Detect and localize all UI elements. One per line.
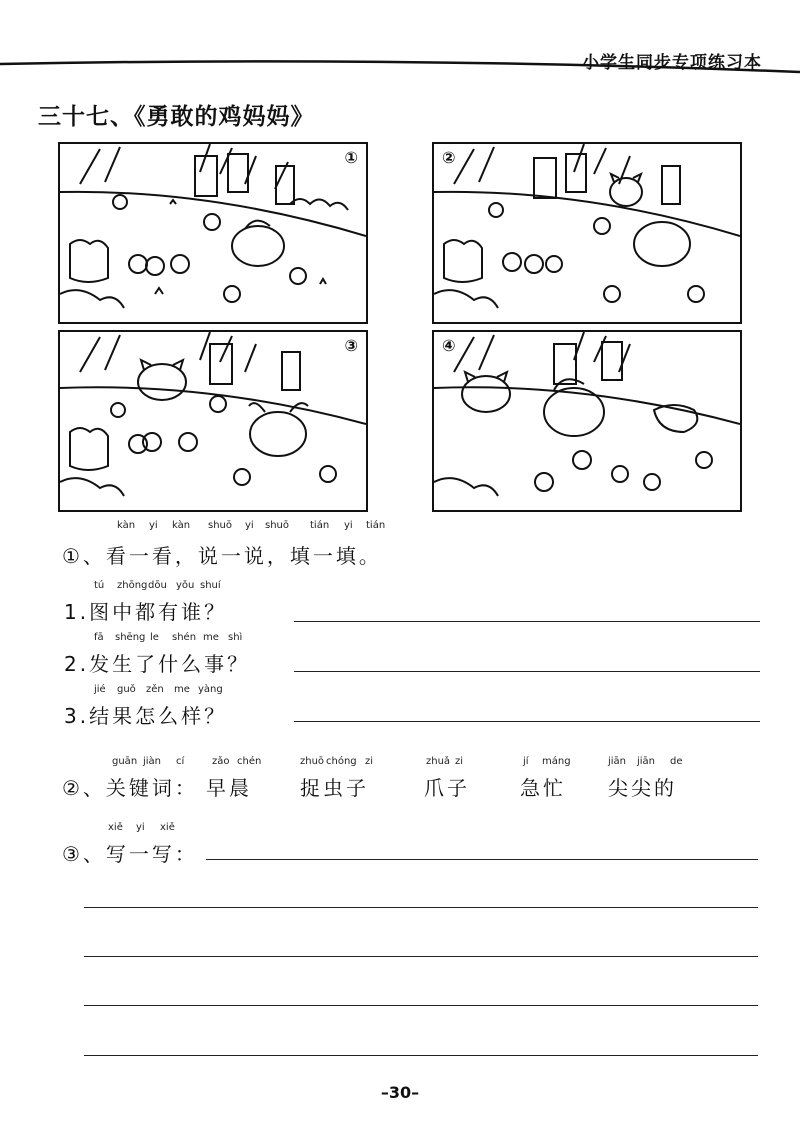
- question2-pinyin: [0, 632, 800, 646]
- keyword-zaochen: 早晨: [206, 776, 252, 800]
- pinyin: yàng: [198, 684, 223, 695]
- pinyin: me: [174, 684, 190, 695]
- pinyin: tú: [94, 580, 105, 591]
- lesson-title: 三十七、《勇敢的鸡妈妈》: [38, 104, 315, 130]
- pinyin: jiān: [608, 756, 627, 767]
- keyword-jianjiande: 尖尖的: [608, 776, 677, 800]
- pinyin: jiān: [637, 756, 656, 767]
- pinyin: kàn: [172, 520, 191, 531]
- question3-text: 3.结果怎么样？: [64, 704, 228, 728]
- workbook-title: 小学生同步专项练习本: [582, 53, 762, 73]
- question2-text: 2.发生了什么事？: [64, 652, 251, 676]
- pinyin: shì: [228, 632, 243, 643]
- picture-panel-3: [58, 330, 368, 512]
- panel-number-1: ①: [344, 148, 358, 167]
- pinyin: zi: [455, 756, 464, 767]
- section2-label: ②、关键词：: [62, 776, 198, 800]
- question3-answer-line[interactable]: [294, 721, 760, 722]
- pinyin: kàn: [117, 520, 136, 531]
- pinyin: yi: [245, 520, 254, 531]
- panel-number-3: ③: [344, 336, 358, 355]
- pinyin: shén: [172, 632, 197, 643]
- hen-chicks-scene-4: [434, 332, 740, 510]
- pinyin: tián: [310, 520, 330, 531]
- writing-line-3[interactable]: [84, 956, 758, 957]
- hen-chicks-scene-3: [60, 332, 366, 510]
- pinyin: me: [203, 632, 219, 643]
- pinyin: xiě: [108, 822, 123, 833]
- keyword-jimang: 急忙: [520, 776, 566, 800]
- pinyin: fā: [94, 632, 104, 643]
- pinyin: chén: [237, 756, 262, 767]
- pinyin: jiàn: [143, 756, 162, 767]
- hen-chicks-scene-1: [60, 144, 366, 322]
- writing-line-5[interactable]: [84, 1055, 758, 1056]
- pinyin: yi: [136, 822, 145, 833]
- question1-pinyin: [0, 580, 800, 594]
- keyword-zhuochongzi: 捉虫子: [300, 776, 369, 800]
- section2-pinyin: [0, 756, 800, 770]
- section3-pinyin: [0, 822, 800, 836]
- pinyin: de: [670, 756, 683, 767]
- pinyin: yi: [149, 520, 158, 531]
- pinyin: máng: [542, 756, 571, 767]
- pinyin: xiě: [160, 822, 175, 833]
- picture-panel-2: [432, 142, 742, 324]
- panel-number-2: ②: [442, 148, 456, 167]
- question3-pinyin: [0, 684, 800, 698]
- pinyin: jié: [94, 684, 106, 695]
- pinyin: zhuō: [300, 756, 325, 767]
- pinyin: guān: [112, 756, 138, 767]
- pinyin: jí: [523, 756, 529, 767]
- page-number: –30–: [380, 1083, 420, 1102]
- question1-text: 1.图中都有谁？: [64, 600, 228, 624]
- header-rule: [0, 52, 800, 76]
- pinyin: shuí: [200, 580, 221, 591]
- pinyin: yǒu: [176, 580, 195, 591]
- pinyin: yi: [344, 520, 353, 531]
- writing-line-1[interactable]: [206, 859, 758, 860]
- pinyin: cí: [176, 756, 185, 767]
- section3-label: ③、写一写：: [62, 842, 198, 866]
- pinyin: zhōng: [117, 580, 148, 591]
- pinyin: dōu: [148, 580, 167, 591]
- hen-chicks-scene-2: [434, 144, 740, 322]
- keyword-zhuazi: 爪子: [424, 776, 470, 800]
- writing-line-2[interactable]: [84, 907, 758, 908]
- pinyin: shuō: [208, 520, 233, 531]
- pinyin: chóng: [326, 756, 357, 767]
- writing-line-4[interactable]: [84, 1005, 758, 1006]
- section1-title: ①、看一看，说一说，填一填。: [62, 544, 382, 568]
- picture-panel-1: [58, 142, 368, 324]
- pinyin: zěn: [146, 684, 164, 695]
- pinyin: guǒ: [117, 684, 136, 695]
- question2-answer-line[interactable]: [294, 671, 760, 672]
- pinyin: shuō: [265, 520, 290, 531]
- pinyin: tián: [366, 520, 386, 531]
- section1-pinyin: [0, 520, 800, 534]
- pinyin: shēng: [115, 632, 146, 643]
- pinyin: zǎo: [212, 756, 230, 767]
- pinyin: zhuǎ: [426, 756, 451, 767]
- panel-number-4: ④: [442, 336, 456, 355]
- question1-answer-line[interactable]: [294, 621, 760, 622]
- pinyin: le: [150, 632, 159, 643]
- pinyin: zi: [365, 756, 374, 767]
- picture-panel-4: [432, 330, 742, 512]
